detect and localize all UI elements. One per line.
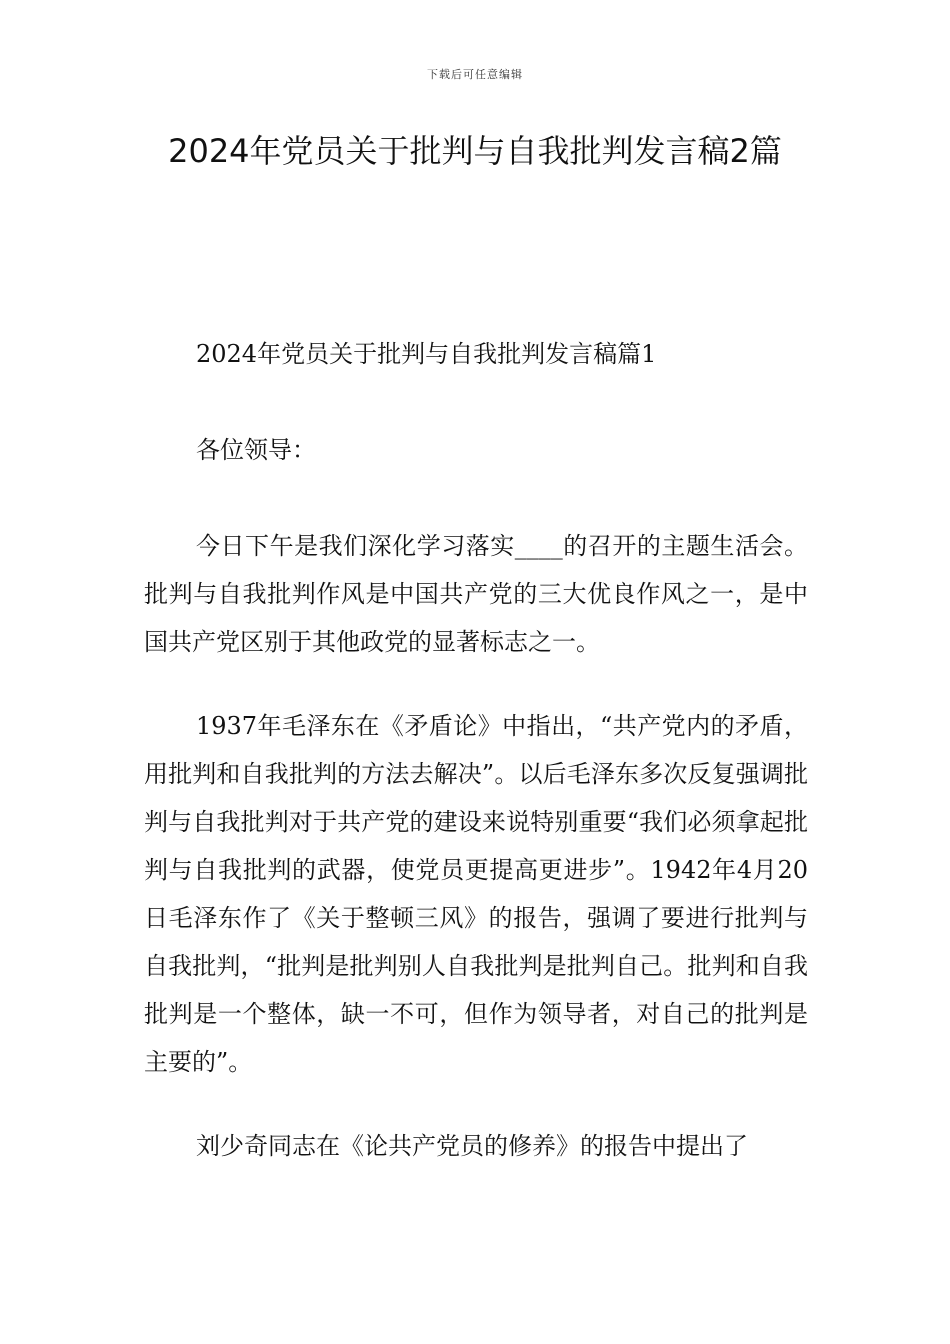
body-paragraph-2: 1937年毛泽东在《矛盾论》中指出，“共产党内的矛盾，用批判和自我批判的方法去解决”。以后毛泽东多次反复强调批判与自我批判对于共产党的建设来说特别重要“我们必须拿起批判与自我批判的武器，使党员更提高更进步”。1942年4月20日毛泽东作了《关于整顿三风》的报告，强调了要进行批判与自我批判，“批判是批判别人自我批判是批判自己。批判和自我批判是一个整体，缺一不可，但作为领导者，对自己的批判是主要的”。 [144, 712, 808, 1076]
section-heading: 2024年党员关于批判与自我批判发言稿篇1 [196, 340, 657, 368]
greeting-line: 各位领导： [196, 436, 316, 464]
page-header-note: 下载后可任意编辑 [427, 68, 523, 81]
body-paragraph-1: 今日下午是我们深化学习落实____的召开的主题生活会。批判与自我批判作风是中国共产党的三大优良作风之一，是中国共产党区别于其他政党的显著标志之一。 [144, 532, 808, 656]
body-paragraph-3: 刘少奇同志在《论共产党员的修养》的报告中提出了 [196, 1132, 748, 1160]
document-body [144, 330, 808, 1206]
document-title: 2024年党员关于批判与自我批判发言稿2篇 [168, 132, 782, 170]
